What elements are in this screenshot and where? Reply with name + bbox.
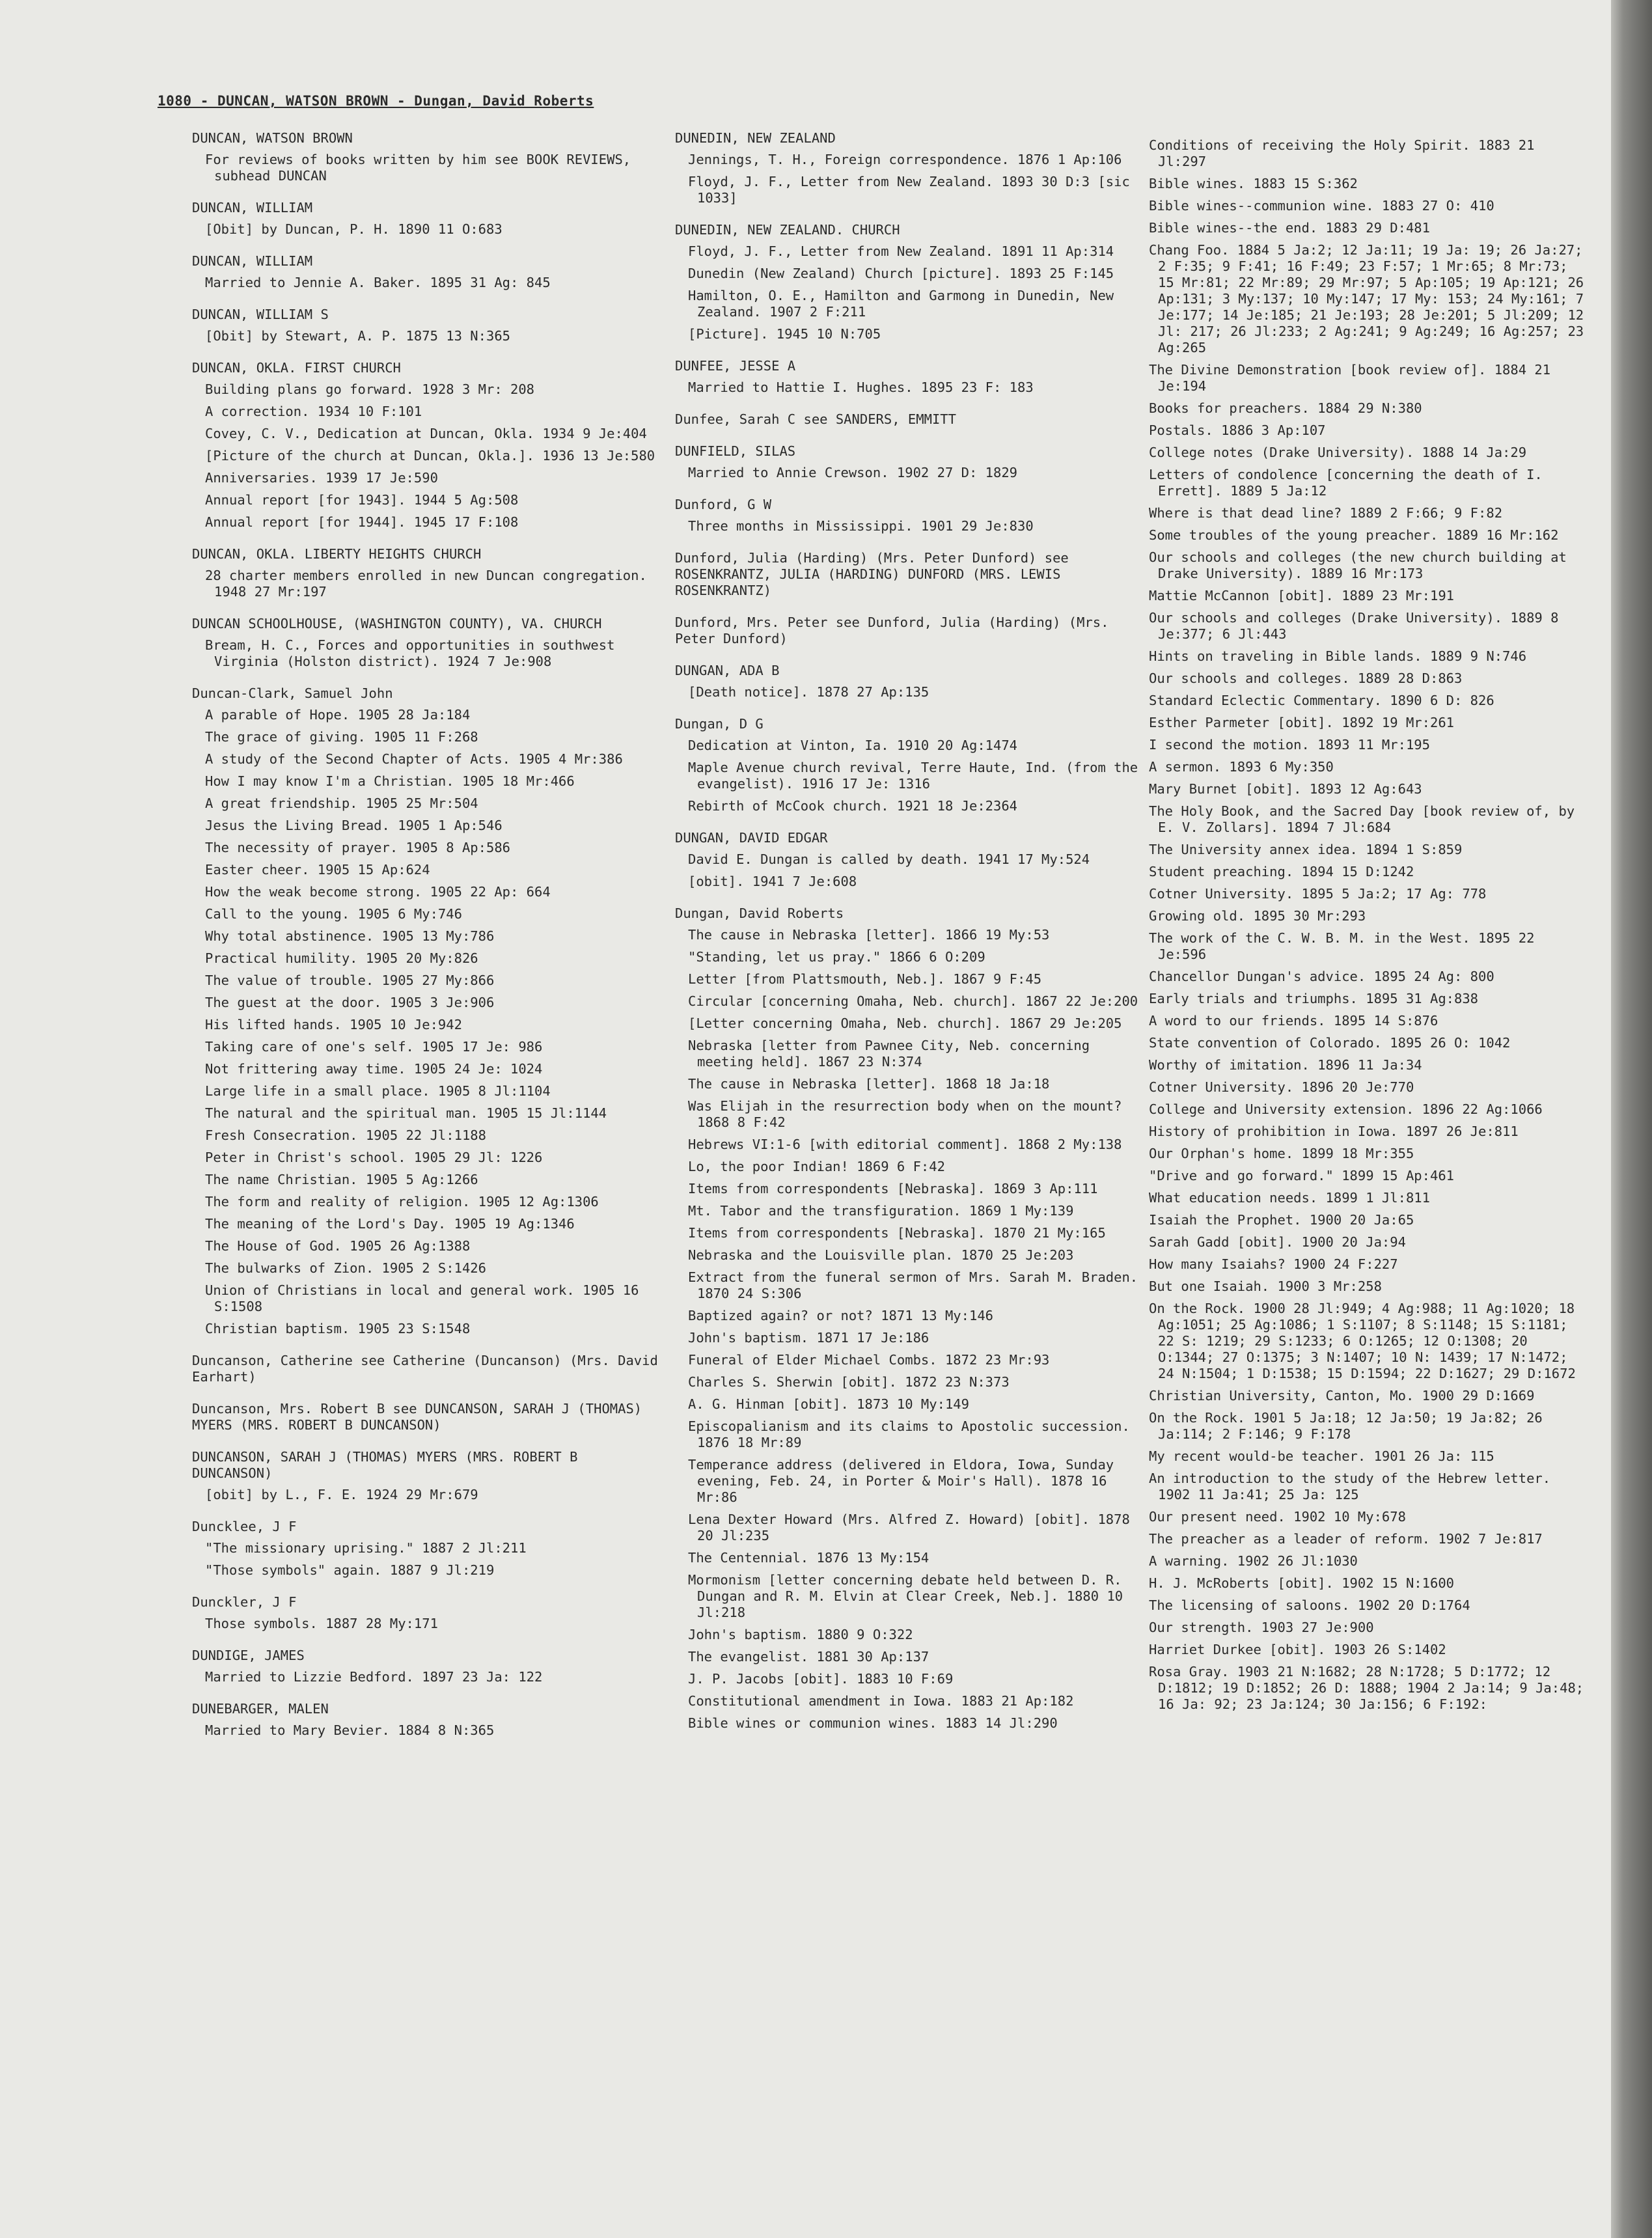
index-entry: College and University extension. 1896 22 Ag:1066 — [1149, 1101, 1543, 1117]
index-entry: Rosa Gray. 1903 21 N:1682; 28 N:1728; 5 D:1772; 12 D:1812; 19 D:1852; 26 D: 1888; 1904 2 Ja:14; 9 Ja:48; 16 Ja: 92; 23 Ja:124; 30 Ja:156; 6 F:192: — [1149, 1664, 1584, 1712]
index-heading: DUNCANSON, SARAH J (THOMAS) MYERS (MRS. ROBERT B DUNCANSON) — [192, 1449, 578, 1481]
index-heading: DUNCAN, WILLIAM — [192, 200, 313, 215]
index-heading: DUNFEE, JESSE A — [675, 358, 796, 374]
index-entry: John's baptism. 1871 17 Je:186 — [688, 1330, 929, 1346]
index-entry: For reviews of books written by him see BOOK REVIEWS, subhead DUNCAN — [205, 152, 631, 184]
index-heading: DUNCAN SCHOOLHOUSE, (WASHINGTON COUNTY), VA. CHURCH — [192, 616, 602, 631]
index-entry: What education needs. 1899 1 Jl:811 — [1149, 1190, 1430, 1206]
index-heading: DUNCAN, WATSON BROWN — [192, 130, 353, 146]
index-entry: Dedication at Vinton, Ia. 1910 20 Ag:1474 — [688, 738, 1018, 753]
index-entry: Our schools and colleges (the new church building at Drake University). 1889 16 Mr:173 — [1149, 549, 1567, 581]
index-entry: The preacher as a leader of reform. 1902 7 Je:817 — [1149, 1531, 1543, 1547]
index-entry: Items from correspondents [Nebraska]. 1869 3 Ap:111 — [688, 1181, 1098, 1196]
index-heading: DUNCAN, WILLIAM S — [192, 307, 329, 322]
index-entry: Chancellor Dungan's advice. 1895 24 Ag: 800 — [1149, 969, 1494, 984]
index-heading: DUNCAN, OKLA. FIRST CHURCH — [192, 360, 401, 376]
index-entry: Esther Parmeter [obit]. 1892 19 Mr:261 — [1149, 715, 1454, 730]
index-entry: "Those symbols" again. 1887 9 Jl:219 — [205, 1562, 495, 1578]
index-entry: Temperance address (delivered in Eldora, Iowa, Sunday evening, Feb. 24, in Porter & Moir's Hall). 1878 16 Mr:86 — [688, 1457, 1114, 1505]
index-entry: College notes (Drake University). 1888 14 Ja:29 — [1149, 445, 1527, 460]
index-heading: Duncklee, J F — [192, 1519, 297, 1534]
index-entry: Standard Eclectic Commentary. 1890 6 D: 826 — [1149, 693, 1494, 708]
index-entry: A correction. 1934 10 F:101 — [205, 404, 422, 419]
index-heading: Dunford, Mrs. Peter see Dunford, Julia (Harding) (Mrs. Peter Dunford) — [675, 615, 1109, 646]
index-entry: Books for preachers. 1884 29 N:380 — [1149, 400, 1422, 416]
index-entry: Building plans go forward. 1928 3 Mr: 208 — [205, 381, 535, 397]
index-entry: Fresh Consecration. 1905 22 Jl:1188 — [205, 1127, 486, 1143]
index-entry: The natural and the spiritual man. 1905 15 Jl:1144 — [205, 1105, 607, 1121]
index-entry: Taking care of one's self. 1905 17 Je: 986 — [205, 1039, 543, 1055]
index-entry: Cotner University. 1895 5 Ja:2; 17 Ag: 778 — [1149, 886, 1487, 902]
index-entry: The guest at the door. 1905 3 Je:906 — [205, 995, 495, 1010]
index-entry: Early trials and triumphs. 1895 31 Ag:838 — [1149, 991, 1479, 1006]
index-entry: Some troubles of the young preacher. 1889 16 Mr:162 — [1149, 527, 1559, 543]
index-entry: Those symbols. 1887 28 My:171 — [205, 1616, 438, 1631]
index-entry: State convention of Colorado. 1895 26 O: 1042 — [1149, 1035, 1511, 1051]
index-heading: DUNCAN, WILLIAM — [192, 253, 313, 269]
index-entry: Our Orphan's home. 1899 18 Mr:355 — [1149, 1146, 1414, 1161]
index-entry: Constitutional amendment in Iowa. 1883 21 Ap:182 — [688, 1693, 1074, 1709]
index-entry: Large life in a small place. 1905 8 Jl:1104 — [205, 1083, 551, 1099]
index-entry: Where is that dead line? 1889 2 F:66; 9 F:82 — [1149, 505, 1503, 521]
index-entry: Nebraska and the Louisville plan. 1870 25 Je:203 — [688, 1247, 1074, 1263]
index-entry: The University annex idea. 1894 1 S:859 — [1149, 842, 1463, 857]
index-entry: On the Rock. 1900 28 Jl:949; 4 Ag:988; 11 Ag:1020; 18 Ag:1051; 25 Ag:1086; 1 S:1107; 8 S:1148; 15 S:1181; 22 S: 1219; 29 S:1233; 6 O:1265; 12 O:1308; 20 O:1344; 27 O:1375; 3 N:1407; 10 N: 1439; 17 N:1472; 24 N:1504; 1 D:1538; 15 D:1594; 22 D:1627; 29 D:1672 — [1149, 1301, 1576, 1381]
index-entry: [obit] by L., F. E. 1924 29 Mr:679 — [205, 1487, 478, 1502]
index-entry: Bream, H. C., Forces and opportunities in southwest Virginia (Holston district). 1924 7 Je:908 — [205, 637, 615, 669]
index-entry: Funeral of Elder Michael Combs. 1872 23 Mr:93 — [688, 1352, 1050, 1368]
index-entry: Married to Mary Bevier. 1884 8 N:365 — [205, 1722, 495, 1738]
index-heading: DUNDIGE, JAMES — [192, 1648, 305, 1663]
index-entry: An introduction to the study of the Hebrew letter. 1902 11 Ja:41; 25 Ja: 125 — [1149, 1471, 1551, 1502]
index-entry: 28 charter members enrolled in new Duncan congregation. 1948 27 Mr:197 — [205, 568, 647, 600]
index-entry: Bible wines or communion wines. 1883 14 Jl:290 — [688, 1715, 1058, 1731]
index-entry: Lena Dexter Howard (Mrs. Alfred Z. Howard) [obit]. 1878 20 Jl:235 — [688, 1512, 1130, 1543]
index-entry: Baptized again? or not? 1871 13 My:146 — [688, 1308, 993, 1323]
index-heading: DUNEDIN, NEW ZEALAND — [675, 130, 836, 146]
index-entry: The Centennial. 1876 13 My:154 — [688, 1550, 929, 1566]
index-entry: "The missionary uprising." 1887 2 Jl:211 — [205, 1540, 527, 1556]
index-entry: Not frittering away time. 1905 24 Je: 1024 — [205, 1061, 543, 1077]
index-entry: How the weak become strong. 1905 22 Ap: 664 — [205, 884, 551, 900]
index-entry: Mormonism [letter concerning debate held between D. R. Dungan and R. M. Elvin at Clear Creek, Neb.]. 1880 10 Jl:218 — [688, 1572, 1123, 1620]
index-entry: The value of trouble. 1905 27 My:866 — [205, 973, 495, 988]
index-entry: Postals. 1886 3 Ap:107 — [1149, 422, 1326, 438]
index-heading: Dungan, D G — [675, 716, 764, 732]
index-entry: A great friendship. 1905 25 Mr:504 — [205, 795, 478, 811]
index-entry: [Death notice]. 1878 27 Ap:135 — [688, 684, 929, 700]
index-entry: Peter in Christ's school. 1905 29 Jl: 1226 — [205, 1150, 543, 1165]
index-entry: How many Isaiahs? 1900 24 F:227 — [1149, 1256, 1398, 1272]
index-heading: Dunckler, J F — [192, 1594, 297, 1610]
index-entry: The name Christian. 1905 5 Ag:1266 — [205, 1172, 478, 1187]
index-entry: The licensing of saloons. 1902 20 D:1764 — [1149, 1597, 1470, 1613]
index-entry: His lifted hands. 1905 10 Je:942 — [205, 1017, 462, 1032]
index-heading: Duncan-Clark, Samuel John — [192, 685, 393, 701]
index-entry: Nebraska [letter from Pawnee City, Neb. concerning meeting held]. 1867 23 N:374 — [688, 1038, 1090, 1070]
index-entry: Dunedin (New Zealand) Church [picture]. 1893 25 F:145 — [688, 266, 1114, 281]
index-entry: Letters of condolence [concerning the death of I. Errett]. 1889 5 Ja:12 — [1149, 467, 1543, 499]
index-heading: DUNFIELD, SILAS — [675, 443, 796, 459]
index-entry: The grace of giving. 1905 11 F:268 — [205, 729, 478, 745]
index-heading: Duncanson, Catherine see Catherine (Duncanson) (Mrs. David Earhart) — [192, 1353, 658, 1385]
index-entry: History of prohibition in Iowa. 1897 26 Je:811 — [1149, 1124, 1519, 1139]
index-entry: Rebirth of McCook church. 1921 18 Je:2364 — [688, 798, 1018, 814]
index-entry: The work of the C. W. B. M. in the West. 1895 22 Je:596 — [1149, 930, 1535, 962]
index-heading: Dungan, David Roberts — [675, 905, 844, 921]
index-entry: Easter cheer. 1905 15 Ap:624 — [205, 862, 430, 877]
index-entry: Three months in Mississippi. 1901 29 Je:830 — [688, 518, 1034, 534]
index-entry: A study of the Second Chapter of Acts. 1905 4 Mr:386 — [205, 751, 623, 767]
index-entry: Mt. Tabor and the transfiguration. 1869 1 My:139 — [688, 1203, 1074, 1219]
book-spine-shadow — [1611, 0, 1652, 2238]
index-entry: My recent would-be teacher. 1901 26 Ja: 115 — [1149, 1448, 1494, 1464]
index-entry: Maple Avenue church revival, Terre Haute, Ind. (from the evangelist). 1916 17 Je: 1316 — [688, 760, 1138, 792]
index-entry: Our present need. 1902 10 My:678 — [1149, 1509, 1406, 1525]
index-heading: Dunfee, Sarah C see SANDERS, EMMITT — [675, 411, 956, 427]
index-entry: [Obit] by Stewart, A. P. 1875 13 N:365 — [205, 328, 510, 344]
index-entry: Married to Lizzie Bedford. 1897 23 Ja: 122 — [205, 1669, 543, 1685]
index-entry: Call to the young. 1905 6 My:746 — [205, 906, 462, 922]
index-entry: Annual report [for 1944]. 1945 17 F:108 — [205, 514, 519, 530]
index-entry: Items from correspondents [Nebraska]. 1870 21 My:165 — [688, 1225, 1106, 1241]
index-entry: Conditions of receiving the Holy Spirit. 1883 21 Jl:297 — [1149, 137, 1535, 169]
index-entry: Married to Annie Crewson. 1902 27 D: 1829 — [688, 465, 1018, 480]
index-entry: "Drive and go forward." 1899 15 Ap:461 — [1149, 1168, 1454, 1183]
index-entry: Married to Hattie I. Hughes. 1895 23 F: 183 — [688, 380, 1034, 395]
index-entry: Practical humility. 1905 20 My:826 — [205, 950, 478, 966]
index-entry: Annual report [for 1943]. 1944 5 Ag:508 — [205, 492, 519, 508]
index-entry: Growing old. 1895 30 Mr:293 — [1149, 908, 1366, 924]
index-entry: The cause in Nebraska [letter]. 1866 19 My:53 — [688, 927, 1050, 943]
index-entry: Floyd, J. F., Letter from New Zealand. 1891 11 Ap:314 — [688, 243, 1114, 259]
index-entry: The House of God. 1905 26 Ag:1388 — [205, 1238, 471, 1254]
index-entry: Was Elijah in the resurrection body when on the mount? 1868 8 F:42 — [688, 1098, 1122, 1130]
index-entry: Hamilton, O. E., Hamilton and Garmong in Dunedin, New Zealand. 1907 2 F:211 — [688, 288, 1114, 320]
index-entry: The Holy Book, and the Sacred Day [book review of, by E. V. Zollars]. 1894 7 Jl:684 — [1149, 803, 1575, 835]
index-entry: Letter [from Plattsmouth, Neb.]. 1867 9 F:45 — [688, 971, 1042, 987]
index-entry: Our schools and colleges. 1889 28 D:863 — [1149, 670, 1463, 686]
index-entry: But one Isaiah. 1900 3 Mr:258 — [1149, 1278, 1382, 1294]
index-entry: [obit]. 1941 7 Je:608 — [688, 874, 857, 889]
index-entry: Circular [concerning Omaha, Neb. church]. 1867 22 Je:200 — [688, 993, 1138, 1009]
index-entry: The necessity of prayer. 1905 8 Ap:586 — [205, 840, 510, 855]
index-entry: Jennings, T. H., Foreign correspondence. 1876 1 Ap:106 — [688, 152, 1122, 167]
index-entry: Lo, the poor Indian! 1869 6 F:42 — [688, 1159, 945, 1174]
index-entry: Our schools and colleges (Drake University). 1889 8 Je:377; 6 Jl:443 — [1149, 610, 1559, 642]
index-entry: A parable of Hope. 1905 28 Ja:184 — [205, 707, 471, 723]
index-entry: Chang Foo. 1884 5 Ja:2; 12 Ja:11; 19 Ja: 19; 26 Ja:27; 2 F:35; 9 F:41; 16 F:49; 23 F:57; 1 Mr:65; 8 Mr:73; 15 Mr:81; 22 Mr:89; 29 Mr:97; 5 Ap:105; 19 Ap:121; 26 Ap:131; 3 My:137; 10 My:147; 17 My: 153; 24 My:161; 7 Je:177; 14 Je:185; 21 Je:193; 28 Je:201; 5 Jl:209; 12 Jl: 217; 26 Jl:233; 2 Ag:241; 9 Ag:249; 16 Ag:257; 23 Ag:265 — [1149, 242, 1584, 355]
index-entry: Why total abstinence. 1905 13 My:786 — [205, 928, 495, 944]
index-heading: DUNGAN, DAVID EDGAR — [675, 830, 828, 846]
index-entry: Anniversaries. 1939 17 Je:590 — [205, 470, 438, 486]
index-entry: "Standing, let us pray." 1866 6 O:209 — [688, 949, 985, 965]
index-entry: Episcopalianism and its claims to Apostolic succession. 1876 18 Mr:89 — [688, 1418, 1130, 1450]
index-entry: Covey, C. V., Dedication at Duncan, Okla. 1934 9 Je:404 — [205, 426, 647, 441]
index-heading: Dunford, G W — [675, 497, 772, 512]
index-entry: H. J. McRoberts [obit]. 1902 15 N:1600 — [1149, 1575, 1454, 1591]
index-entry: Mattie McCannon [obit]. 1889 23 Mr:191 — [1149, 588, 1454, 603]
index-entry: Extract from the funeral sermon of Mrs. Sarah M. Braden. 1870 24 S:306 — [688, 1269, 1138, 1301]
index-entry: Isaiah the Prophet. 1900 20 Ja:65 — [1149, 1212, 1414, 1228]
index-heading: Duncanson, Mrs. Robert B see DUNCANSON, SARAH J (THOMAS) MYERS (MRS. ROBERT B DUNCANSON) — [192, 1401, 642, 1433]
index-entry: A. G. Hinman [obit]. 1873 10 My:149 — [688, 1396, 969, 1412]
index-entry: Floyd, J. F., Letter from New Zealand. 1893 30 D:3 [sic 1033] — [688, 174, 1130, 206]
index-entry: Mary Burnet [obit]. 1893 12 Ag:643 — [1149, 781, 1422, 797]
index-entry: The bulwarks of Zion. 1905 2 S:1426 — [205, 1260, 486, 1276]
index-entry: Married to Jennie A. Baker. 1895 31 Ag: 845 — [205, 275, 551, 290]
index-entry: Bible wines--the end. 1883 29 D:481 — [1149, 220, 1430, 236]
index-entry: A sermon. 1893 6 My:350 — [1149, 759, 1334, 775]
index-heading: DUNCAN, OKLA. LIBERTY HEIGHTS CHURCH — [192, 546, 482, 562]
index-heading: DUNEDIN, NEW ZEALAND. CHURCH — [675, 222, 900, 238]
index-entry: Hebrews VI:1-6 [with editorial comment]. 1868 2 My:138 — [688, 1137, 1122, 1152]
index-entry: [Picture of the church at Duncan, Okla.]. 1936 13 Je:580 — [205, 448, 655, 463]
index-entry: J. P. Jacobs [obit]. 1883 10 F:69 — [688, 1671, 954, 1687]
index-column-2 — [675, 130, 1150, 1737]
index-entry: Worthy of imitation. 1896 11 Ja:34 — [1149, 1057, 1422, 1073]
index-entry: The Divine Demonstration [book review of]. 1884 21 Je:194 — [1149, 362, 1551, 394]
index-entry: Sarah Gadd [obit]. 1900 20 Ja:94 — [1149, 1234, 1406, 1250]
index-entry: [Picture]. 1945 10 N:705 — [688, 326, 881, 342]
index-entry: Charles S. Sherwin [obit]. 1872 23 N:373 — [688, 1374, 1010, 1390]
index-entry: [Letter concerning Omaha, Neb. church]. 1867 29 Je:205 — [688, 1015, 1122, 1031]
index-entry: Hints on traveling in Bible lands. 1889 9 N:746 — [1149, 648, 1527, 664]
page-header: 1080 - DUNCAN, WATSON BROWN - Dungan, David Roberts — [158, 93, 594, 109]
index-entry: Student preaching. 1894 15 D:1242 — [1149, 864, 1414, 879]
index-entry: On the Rock. 1901 5 Ja:18; 12 Ja:50; 19 Ja:82; 26 Ja:114; 2 F:146; 9 F:178 — [1149, 1410, 1543, 1442]
index-entry: Our strength. 1903 27 Je:900 — [1149, 1620, 1374, 1635]
index-entry: Jesus the Living Bread. 1905 1 Ap:546 — [205, 818, 502, 833]
index-column-3 — [1149, 133, 1585, 1719]
index-entry: The evangelist. 1881 30 Ap:137 — [688, 1649, 929, 1665]
index-heading: Dunford, Julia (Harding) (Mrs. Peter Dunford) see ROSENKRANTZ, JULIA (HARDING) DUNFORD (MRS. LEWIS ROSENKRANTZ) — [675, 550, 1069, 598]
index-entry: Christian baptism. 1905 23 S:1548 — [205, 1321, 471, 1336]
index-entry: Christian University, Canton, Mo. 1900 29 D:1669 — [1149, 1388, 1535, 1403]
index-entry: The cause in Nebraska [letter]. 1868 18 Ja:18 — [688, 1076, 1050, 1092]
index-entry: A word to our friends. 1895 14 S:876 — [1149, 1013, 1439, 1029]
index-entry: Bible wines. 1883 15 S:362 — [1149, 176, 1358, 191]
index-entry: David E. Dungan is called by death. 1941 17 My:524 — [688, 851, 1090, 867]
index-entry: How I may know I'm a Christian. 1905 18 Mr:466 — [205, 773, 575, 789]
index-entry: John's baptism. 1880 9 O:322 — [688, 1627, 913, 1642]
index-entry: Union of Christians in local and general work. 1905 16 S:1508 — [205, 1282, 639, 1314]
index-heading: DUNEBARGER, MALEN — [192, 1701, 329, 1717]
index-entry: Harriet Durkee [obit]. 1903 26 S:1402 — [1149, 1642, 1446, 1657]
index-entry: A warning. 1902 26 Jl:1030 — [1149, 1553, 1358, 1569]
index-entry: I second the motion. 1893 11 Mr:195 — [1149, 737, 1430, 753]
index-entry: Cotner University. 1896 20 Je:770 — [1149, 1079, 1414, 1095]
index-entry: Bible wines--communion wine. 1883 27 O: 410 — [1149, 198, 1494, 214]
index-heading: DUNGAN, ADA B — [675, 663, 780, 678]
index-entry: The meaning of the Lord's Day. 1905 19 Ag:1346 — [205, 1216, 575, 1232]
index-column-1 — [192, 130, 661, 1745]
index-entry: [Obit] by Duncan, P. H. 1890 11 O:683 — [205, 221, 502, 237]
index-entry: The form and reality of religion. 1905 12 Ag:1306 — [205, 1194, 599, 1209]
